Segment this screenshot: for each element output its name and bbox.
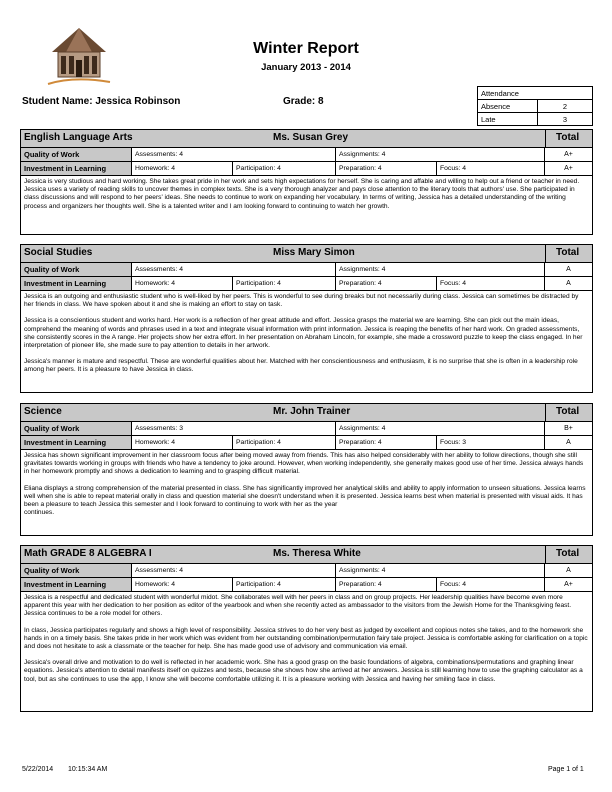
subject-section-social-studies [20,244,593,393]
attendance-value: 2 [538,100,593,113]
footer-time: 10:15:34 AM [68,766,108,773]
attendance-label: Absence [478,100,538,113]
teacher-name: Mr. John Trainer [273,406,351,417]
comment-paragraph: Jessica is a conscientious student and works hard. Her work is a reflection of her great attitude and effort. Jessica grasps the material we are learning. She can pick out the main ideas, comprehend the meaning of words and phrases used in a text and integrate visual information with print information. Jessica is reaping the benefits of her hard work. On graded assessments, she consistently scores in the A range. Her projects show her extra effort. In her presentation on Abraham Lincoln, for example, she made a crossword puzzle to keep the class engaged. In her interpretation of pioneer life, she made sure to pay attention to details in her artwork. [24,317,583,350]
attendance-table [477,86,593,126]
score-cell: Assessments: 4 [132,263,336,276]
quality-total: A+ [564,151,573,158]
total-label: Total [556,406,580,417]
comment-paragraph: Jessica is an outgoing and enthusiastic student who is well-liked by her peers. This is wonderful to see during breaks but not necessarily during class. Jessica can sometimes be distracted by her friends in class. We have spoken about it and she is making an effort to stay on task. [24,293,579,309]
score-cell: Assessments: 3 [132,422,336,435]
quality-total: A [566,266,571,273]
section-header [21,546,592,564]
investment-row [21,436,592,450]
score-cell: Preparation: 4 [336,578,437,591]
score-cell: Focus: 4 [437,162,545,175]
score-cell: Preparation: 4 [336,436,437,449]
attendance-row [478,113,593,126]
student-name: Student Name: Jessica Robinson [22,96,181,107]
score-cell: Focus: 4 [437,578,545,591]
school-logo-icon [44,26,114,90]
score-cell: Assignments: 4 [336,564,545,577]
score-cell: Homework: 4 [132,578,233,591]
score-cell: Homework: 4 [132,162,233,175]
subject-name: English Language Arts [24,132,133,143]
total-label: Total [556,548,580,559]
comment-paragraph: Eliana displays a strong comprehension of the material presented in class. She has significantly improved her analytical skills and ability to apply information to unseen situations. Jessica learns well when she is able to repeat material orally in class and question material she doesn't understand when it is presented. Jessica learns best when material is presented with visual aids. It has been a pleasure to teach Jessica this semester and I look forward to continuing to work with her as the year continues. [24,484,586,517]
score-cell: Assessments: 4 [132,148,336,161]
investment-row [21,162,592,176]
footer-date: 5/22/2014 [22,766,54,773]
quality-row [21,564,592,578]
investment-total: A+ [564,165,573,172]
quality-label: Quality of Work [21,564,132,577]
comment-paragraph: In class, Jessica participates regularly and shows a high level of responsibility. Jessica strives to do her very best as judged by excellent and copious notes she takes, and to the homework she hands in on a timely basis. She takes pride in her work which was evident from her outstanding combination/permutation fairy tale project. Jessica is comfortable asking for clarification on a topic and does not hesitate to ask a classmate or the teacher for help. She has made good use of advisory and communication via email. [24,626,588,651]
score-cell: Participation: 4 [233,578,336,591]
subject-section-english [20,129,593,235]
comment-paragraph: Jessica's overall drive and motivation to do well is reflected in her academic work. She has a good grasp on the basic foundations of algebra, combinations/permutations and graphing linear equations. Jessica's attention to detail manifests itself on quizzes and tests, because she shows how she arrived at her answers. Jessica is still learning how to use the graphing calculator as a tool, but as she continues to use the app, I know she will become comfortable utilizing it. It is a pleasure working with Jessica and having her smiling face in class. [24,659,583,683]
section-header [21,404,592,422]
attendance-header-row [478,87,593,100]
subject-name: Math GRADE 8 ALGEBRA I [24,548,152,559]
teacher-comments [21,592,592,686]
score-cell: Focus: 4 [437,277,545,290]
teacher-name: Miss Mary Simon [273,247,355,258]
score-cell: Participation: 4 [233,277,336,290]
subject-section-math [20,545,593,712]
quality-label: Quality of Work [21,422,132,435]
attendance-row [478,100,593,113]
comment-paragraph: Jessica has shown significant improvement in her classroom focus after being moved away from friends. This has also helped considerably with her ability to follow directions, though she still gravitates towards working in groups with friends who have a tendency to joke around. However, when working independently, she generally makes good use of her time. Jessica always hands in her homework promptly and shows a dedication to learning and to grasping difficult material. [24,452,584,476]
investment-total: A [566,280,571,287]
quality-row [21,422,592,436]
subject-name: Social Studies [24,247,93,258]
investment-label: Investment in Learning [21,162,132,175]
comment-paragraph: Jessica's manner is mature and respectful. These are wonderful qualities about her. Matched with her conscientiousness and enthusiasm, it is no surprise that she is often in a leadership role among her peers. It is a pleasure to have Jessica in class. [24,358,578,374]
comment-paragraph: Jessica is a respectful and dedicated student with wonderful midot. She collaborates well with her peers in class and on group projects. Her leadership qualities have become even more apparent this year with her dedication to her position as editor of the yearbook and when she recently acted as ambassador to the visitors from the Jewish Home for the Thanksgiving feast. Jessica continues to be a role model for others. [24,594,572,618]
total-label: Total [556,247,580,258]
quality-row [21,263,592,277]
quality-label: Quality of Work [21,148,132,161]
score-cell: Focus: 3 [437,436,545,449]
score-cell: Preparation: 4 [336,277,437,290]
comment-paragraph: Jessica is very studious and hard working. She takes great pride in her work and sets high expectations for herself. She is caring and affable and willing to help out a friend or teacher in need. Jessica uses a variety of reading skills to uncover themes in complex texts. She is a very thorough analyzer and pays close attention to the literary tools that authors' use. She participated in class discussions and will respond to her peers' ideas. She needs to continue to work on expanding her vocabulary. In terms of writing, Jessica has a detailed understanding of the writing process and organizers her thoughts well. She is a talented writer and I am looking forward to continuing to watch her growth. [24,178,580,210]
score-cell: Assignments: 4 [336,263,545,276]
score-cell: Homework: 4 [132,436,233,449]
score-cell: Assignments: 4 [336,422,545,435]
score-cell: Homework: 4 [132,277,233,290]
score-cell: Assessments: 4 [132,564,336,577]
score-cell: Participation: 4 [233,436,336,449]
quality-total: B+ [564,425,573,432]
investment-row [21,277,592,291]
score-cell: Participation: 4 [233,162,336,175]
total-label: Total [556,132,580,143]
subject-name: Science [24,406,62,417]
section-header [21,245,592,263]
quality-row [21,148,592,162]
quality-total: A [566,567,571,574]
subject-section-science [20,403,593,536]
investment-label: Investment in Learning [21,436,132,449]
investment-row [21,578,592,592]
footer-page-number: Page 1 of 1 [548,766,584,773]
investment-total: A+ [564,581,573,588]
teacher-name: Ms. Susan Grey [273,132,349,143]
section-header [21,130,592,148]
report-period: January 2013 - 2014 [261,62,351,73]
teacher-comments [21,450,592,519]
teacher-comments [21,176,592,213]
attendance-value: 3 [538,113,593,126]
investment-label: Investment in Learning [21,277,132,290]
attendance-title: Attendance [478,87,593,100]
student-grade: Grade: 8 [283,96,324,107]
teacher-comments [21,291,592,377]
teacher-name: Ms. Theresa White [273,548,361,559]
quality-label: Quality of Work [21,263,132,276]
investment-total: A [566,439,571,446]
attendance-label: Late [478,113,538,126]
score-cell: Assignments: 4 [336,148,545,161]
score-cell: Preparation: 4 [336,162,437,175]
report-title: Winter Report [253,40,359,57]
investment-label: Investment in Learning [21,578,132,591]
